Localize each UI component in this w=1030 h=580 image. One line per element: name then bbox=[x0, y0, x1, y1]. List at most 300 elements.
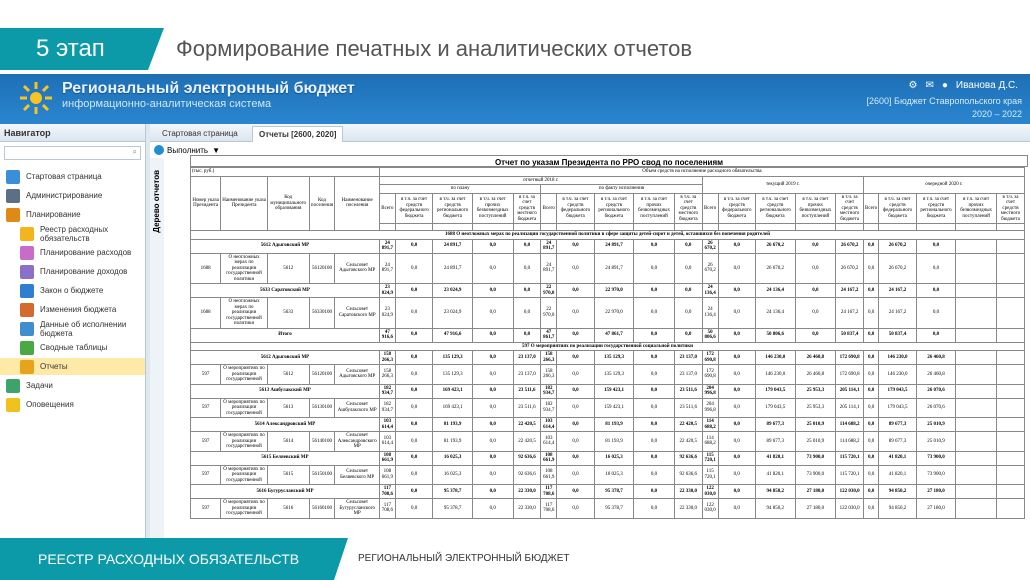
report-cell: Всего bbox=[702, 193, 718, 224]
report-cell: Сельсовет Саратовского МР bbox=[335, 298, 380, 329]
report-cell: 0,0 bbox=[916, 284, 955, 298]
report-cell: в т.ч. за счет прочих безвозмездных поступлений bbox=[795, 193, 836, 224]
stage-title: Формирование печатных и аналитических отчетов bbox=[176, 36, 693, 61]
report-cell: 16 025,3 bbox=[433, 451, 472, 465]
stage-bar bbox=[0, 0, 1030, 74]
nav-item-label: Планирование расходов bbox=[40, 248, 132, 257]
report-cell: 5633 bbox=[267, 298, 309, 329]
report-cell: 5612 bbox=[267, 253, 309, 284]
report-cell: 0,0 bbox=[795, 239, 836, 253]
report-cell: 25 953,3 bbox=[795, 384, 836, 398]
report-cell: 0,0 bbox=[395, 398, 433, 418]
report-cell: 0,0 bbox=[557, 328, 595, 342]
nav-item-icon bbox=[20, 246, 34, 260]
nav-item-label: Администрирование bbox=[26, 191, 103, 200]
nav-item[interactable] bbox=[0, 358, 145, 375]
report-cell: 89 677,3 bbox=[879, 418, 917, 432]
report-cell: 0,0 bbox=[513, 253, 541, 284]
report-cell: 205 114,1 bbox=[836, 384, 864, 398]
report-cell: 25 010,9 bbox=[795, 432, 836, 452]
report-title: Отчет по указам Президента по РРО свод по поселениям bbox=[190, 155, 1028, 167]
table-row bbox=[191, 451, 1025, 465]
report-cell: 103 614,4 bbox=[379, 418, 395, 432]
nav-item[interactable] bbox=[0, 377, 145, 394]
report-cell: 26 670,2 bbox=[879, 253, 917, 284]
report-cell bbox=[956, 224, 997, 231]
nav-item[interactable] bbox=[0, 282, 145, 299]
tab-bar bbox=[150, 124, 1030, 142]
gear-icon[interactable]: ⚙ bbox=[908, 80, 918, 91]
report-cell: 26 670,2 bbox=[756, 239, 795, 253]
report-cell: 0,0 bbox=[557, 365, 595, 385]
report-cell: (тыс. руб.) bbox=[191, 168, 380, 177]
report-cell: отчетный 2018 г. bbox=[379, 176, 702, 185]
report-cell: 5614 Александровский МР bbox=[191, 418, 380, 432]
report-cell: 0,0 bbox=[395, 365, 433, 385]
nav-item-label: Изменения бюджета bbox=[40, 305, 117, 314]
report-cell: 0,0 bbox=[634, 365, 675, 385]
report-cell: в т.ч. за счет средств местного бюджета bbox=[836, 193, 864, 224]
report-cell: О мероприятиях по реализации государственной bbox=[221, 365, 268, 385]
nav-item[interactable] bbox=[0, 301, 145, 318]
report-cell: 0,0 bbox=[634, 485, 675, 499]
report-cell: 26 070,6 bbox=[916, 384, 955, 398]
nav-item-icon bbox=[6, 398, 20, 412]
report-cell: 47 916,6 bbox=[379, 328, 395, 342]
report-cell: Сельсовет Александровского МР bbox=[335, 432, 380, 452]
report-cell: в т.ч. за счет средств регионального бюджета bbox=[433, 193, 472, 224]
report-cell: 0,0 bbox=[557, 239, 595, 253]
report-cell: 23 137,0 bbox=[513, 365, 541, 385]
table-row bbox=[191, 384, 1025, 398]
report-cell: 41 820,1 bbox=[879, 451, 917, 465]
report-cell: 22 330,0 bbox=[674, 499, 702, 519]
report-cell bbox=[956, 465, 997, 485]
report-cell: 0,0 bbox=[472, 485, 513, 499]
report-cell: 94 850,2 bbox=[879, 485, 917, 499]
tab-start-page[interactable]: Стартовая страница bbox=[162, 129, 238, 138]
report-cell bbox=[997, 298, 1025, 329]
report-cell: 0,0 bbox=[472, 398, 513, 418]
report-cell: 0,0 bbox=[557, 253, 595, 284]
report-cell: в т.ч. за счет средств местного бюджета bbox=[997, 193, 1025, 224]
report-cell bbox=[997, 451, 1025, 465]
report-cell: 27 180,0 bbox=[795, 485, 836, 499]
report-cell: 169 423,1 bbox=[433, 384, 472, 398]
report-cell: 56150100 bbox=[309, 465, 335, 485]
report-cell: 0,0 bbox=[864, 451, 879, 465]
report-cell: 0,0 bbox=[557, 351, 595, 365]
report-cell: 0,0 bbox=[395, 418, 433, 432]
report-cell bbox=[956, 398, 997, 418]
nav-item[interactable] bbox=[0, 187, 145, 204]
report-cell: 146 230,0 bbox=[879, 365, 917, 385]
nav-item[interactable] bbox=[0, 339, 145, 356]
mail-icon[interactable]: ✉ bbox=[925, 80, 934, 91]
report-cell: 114 688,2 bbox=[836, 432, 864, 452]
nav-item-icon bbox=[6, 189, 20, 203]
nav-item-label: Сводные таблицы bbox=[40, 343, 108, 352]
nav-item[interactable] bbox=[0, 244, 145, 261]
report-cell bbox=[594, 224, 633, 231]
report-cell: Всего bbox=[379, 193, 395, 224]
report-cell: 25 010,9 bbox=[916, 432, 955, 452]
report-cell bbox=[956, 451, 997, 465]
report-cell: 597 bbox=[191, 499, 221, 519]
report-tree-label: Дерево отчетов bbox=[152, 170, 161, 233]
report-cell: 122 030,0 bbox=[836, 499, 864, 519]
app-name: Региональный электронный бюджет bbox=[62, 80, 355, 97]
report-cell: 158 266,3 bbox=[541, 351, 557, 365]
report-cell: 0,0 bbox=[916, 253, 955, 284]
report-cell: 23 137,0 bbox=[513, 351, 541, 365]
report-cell: 115 720,1 bbox=[836, 465, 864, 485]
report-cell: 0,0 bbox=[718, 499, 756, 519]
report-cell: 597 bbox=[191, 365, 221, 385]
report-cell: Код поселения bbox=[309, 176, 335, 231]
report-cell: 95 378,7 bbox=[433, 485, 472, 499]
report-cell: 92 636,6 bbox=[674, 451, 702, 465]
report-cell: 117 708,6 bbox=[379, 485, 395, 499]
report-cell: 0,0 bbox=[864, 298, 879, 329]
report-cell: в т.ч. за счет средств федерального бюджета bbox=[557, 193, 595, 224]
report-cell: 103 614,4 bbox=[379, 432, 395, 452]
nav-item[interactable] bbox=[0, 225, 145, 242]
report-cell: 24 136,4 bbox=[702, 298, 718, 329]
report-cell: в т.ч. за счет средств федерального бюджета bbox=[879, 193, 917, 224]
user-icon[interactable]: ● bbox=[941, 80, 948, 91]
table-row bbox=[191, 284, 1025, 298]
report-cell: 5613 Ашбулакский МР bbox=[191, 384, 380, 398]
table-row bbox=[191, 499, 1025, 519]
report-cell bbox=[956, 384, 997, 398]
report-cell: 0,0 bbox=[395, 432, 433, 452]
report-cell: 26 670,2 bbox=[756, 253, 795, 284]
report-cell bbox=[956, 432, 997, 452]
report-cell: 5615 bbox=[267, 465, 309, 485]
report-cell: 26 670,2 bbox=[836, 239, 864, 253]
app-header bbox=[0, 74, 1030, 124]
report-cell: 204 996,8 bbox=[702, 384, 718, 398]
nav-item-icon bbox=[20, 360, 34, 374]
report-cell: 158 266,3 bbox=[379, 351, 395, 365]
report-cell bbox=[916, 224, 955, 231]
report-cell: 5612 Адыговский МР bbox=[191, 351, 380, 365]
nav-item[interactable] bbox=[0, 396, 145, 413]
report-cell: 81 193,9 bbox=[594, 418, 633, 432]
report-cell bbox=[997, 384, 1025, 398]
report-cell: 115 720,1 bbox=[702, 465, 718, 485]
report-cell bbox=[702, 224, 718, 231]
report-cell: 0,0 bbox=[864, 499, 879, 519]
report-cell: 0,0 bbox=[395, 239, 433, 253]
report-cell: 24 136,4 bbox=[756, 284, 795, 298]
report-cell: 5614 bbox=[267, 432, 309, 452]
search-icon: ⌕ bbox=[132, 147, 137, 156]
report-cell: 179 043,5 bbox=[756, 398, 795, 418]
table-row bbox=[191, 418, 1025, 432]
report-cell: 0,0 bbox=[395, 451, 433, 465]
report-cell: 73 900,0 bbox=[916, 451, 955, 465]
report-cell: 115 720,1 bbox=[836, 451, 864, 465]
report-cell: 108 661,9 bbox=[541, 465, 557, 485]
report-cell bbox=[956, 485, 997, 499]
report-cell bbox=[864, 224, 879, 231]
report-cell: Сельсовет Ашбулакского МР bbox=[335, 398, 380, 418]
nav-item-icon bbox=[6, 170, 20, 184]
nav-item[interactable] bbox=[0, 320, 145, 337]
report-cell: 0,0 bbox=[472, 451, 513, 465]
report-cell: 179 043,5 bbox=[756, 384, 795, 398]
report-cell: 0,0 bbox=[718, 432, 756, 452]
nav-item-label: Задачи bbox=[26, 381, 53, 390]
report-cell: 0,0 bbox=[472, 465, 513, 485]
report-cell: 0,0 bbox=[557, 384, 595, 398]
report-cell: 41 820,1 bbox=[756, 465, 795, 485]
report-cell: 0,0 bbox=[472, 284, 513, 298]
report-cell: 5612 Адыговский МР bbox=[191, 239, 380, 253]
report-cell: 23 024,9 bbox=[379, 284, 395, 298]
table-row bbox=[191, 398, 1025, 418]
report-area bbox=[190, 155, 1028, 538]
nav-item[interactable] bbox=[0, 168, 145, 185]
report-cell: 26 460,8 bbox=[795, 351, 836, 365]
report-cell: 22 420,5 bbox=[674, 418, 702, 432]
report-cell: 115 720,1 bbox=[702, 451, 718, 465]
report-cell: 0,0 bbox=[472, 384, 513, 398]
report-cell: 94 850,2 bbox=[756, 485, 795, 499]
report-cell: 26 670,2 bbox=[836, 253, 864, 284]
report-cell: 23 511,6 bbox=[513, 398, 541, 418]
report-cell: 0,0 bbox=[634, 499, 675, 519]
report-cell: 0,0 bbox=[557, 418, 595, 432]
report-cell bbox=[379, 224, 395, 231]
report-cell: Номер указа Президента bbox=[191, 176, 221, 231]
report-cell: 0,0 bbox=[395, 485, 433, 499]
nav-item-icon bbox=[20, 265, 34, 279]
table-row bbox=[191, 485, 1025, 499]
report-cell bbox=[997, 499, 1025, 519]
report-cell: 47 916,6 bbox=[433, 328, 472, 342]
report-cell: 81 193,9 bbox=[594, 432, 633, 452]
report-cell: 22 330,0 bbox=[513, 485, 541, 499]
report-cell: очередной 2020 г. bbox=[864, 176, 1025, 193]
report-cell: 0,0 bbox=[513, 284, 541, 298]
report-cell bbox=[557, 224, 595, 231]
tab-reports[interactable]: Отчеты [2600, 2020] bbox=[252, 126, 343, 142]
report-cell bbox=[756, 224, 795, 231]
nav-item-label: Оповещения bbox=[26, 400, 74, 409]
report-cell: 0,0 bbox=[557, 485, 595, 499]
report-cell bbox=[997, 239, 1025, 253]
report-cell: 26 460,8 bbox=[916, 365, 955, 385]
report-cell: 22 420,5 bbox=[674, 432, 702, 452]
nav-item-icon bbox=[20, 322, 34, 336]
table-row bbox=[191, 365, 1025, 385]
report-cell: в т.ч. за счет средств местного бюджета bbox=[513, 193, 541, 224]
navigator-panel bbox=[0, 124, 146, 538]
report-cell: 50 837,4 bbox=[879, 328, 917, 342]
report-cell: 0,0 bbox=[557, 284, 595, 298]
report-cell bbox=[997, 398, 1025, 418]
report-cell: 0,0 bbox=[513, 298, 541, 329]
report-cell: 1688 О неотложных мерах по реализации государственной политики в сфере защиты детей-сирот и детей, оставшихся без попечения родителей bbox=[191, 231, 1025, 240]
report-cell: 92 636,6 bbox=[674, 465, 702, 485]
report-cell: 122 030,0 bbox=[702, 499, 718, 519]
report-cell: 24 891,7 bbox=[541, 253, 557, 284]
report-cell: 5633 Саратовский МР bbox=[191, 284, 380, 298]
report-cell: 56140100 bbox=[309, 432, 335, 452]
report-cell: 27 180,0 bbox=[795, 499, 836, 519]
report-cell: 0,0 bbox=[674, 328, 702, 342]
report-cell: 158 266,3 bbox=[379, 365, 395, 385]
report-cell: 0,0 bbox=[864, 351, 879, 365]
report-cell: 0,0 bbox=[718, 298, 756, 329]
report-cell: 47 861,7 bbox=[594, 328, 633, 342]
report-cell: 24 891,7 bbox=[594, 239, 633, 253]
report-cell: 117 708,6 bbox=[541, 499, 557, 519]
budget-selector[interactable]: [2600] Бюджет Ставропольского края bbox=[866, 96, 1022, 106]
report-cell bbox=[836, 224, 864, 231]
report-cell: 146 230,0 bbox=[756, 365, 795, 385]
report-cell: 26 460,8 bbox=[916, 351, 955, 365]
report-cell bbox=[718, 224, 756, 231]
report-cell: в т.ч. за счет средств регионального бюджета bbox=[756, 193, 795, 224]
play-icon[interactable] bbox=[154, 145, 164, 155]
report-cell bbox=[997, 328, 1025, 342]
report-cell: 50 806,6 bbox=[702, 328, 718, 342]
report-cell: 122 030,0 bbox=[702, 485, 718, 499]
report-cell: 146 230,0 bbox=[879, 351, 917, 365]
table-row bbox=[191, 328, 1025, 342]
table-row bbox=[191, 253, 1025, 284]
report-cell: 114 688,2 bbox=[702, 432, 718, 452]
table-row bbox=[191, 176, 1025, 185]
report-cell: 0,0 bbox=[864, 465, 879, 485]
report-cell: 597 bbox=[191, 398, 221, 418]
nav-item[interactable] bbox=[0, 263, 145, 280]
report-cell bbox=[879, 224, 917, 231]
report-cell: 108 661,9 bbox=[379, 451, 395, 465]
report-cell: 26 670,2 bbox=[702, 239, 718, 253]
report-cell bbox=[956, 298, 997, 329]
run-button[interactable]: Выполнить bbox=[167, 145, 209, 155]
report-cell bbox=[795, 224, 836, 231]
chevron-down-icon[interactable]: ▼ bbox=[212, 145, 220, 155]
report-cell: Наименование поселения bbox=[335, 176, 380, 231]
report-cell: в т.ч. за счет средств федерального бюджета bbox=[718, 193, 756, 224]
report-cell: 0,0 bbox=[472, 298, 513, 329]
report-cell: 172 690,8 bbox=[702, 351, 718, 365]
report-cell: 23 137,0 bbox=[674, 351, 702, 365]
report-cell bbox=[997, 485, 1025, 499]
user-name[interactable]: Иванова Д.С. bbox=[955, 80, 1018, 91]
report-cell: 23 024,9 bbox=[379, 298, 395, 329]
report-cell: 0,0 bbox=[795, 284, 836, 298]
report-cell: 179 043,5 bbox=[879, 384, 917, 398]
report-cell: 169 423,1 bbox=[433, 398, 472, 418]
report-cell: 0,0 bbox=[395, 284, 433, 298]
report-cell: 95 378,7 bbox=[594, 499, 633, 519]
report-cell: 0,0 bbox=[864, 485, 879, 499]
report-cell: 0,0 bbox=[795, 298, 836, 329]
report-cell: 26 670,2 bbox=[879, 239, 917, 253]
report-cell: 5616 Бугурусланский МР bbox=[191, 485, 380, 499]
navigator-search[interactable] bbox=[4, 146, 141, 160]
report-cell: 56120100 bbox=[309, 365, 335, 385]
report-cell: 0,0 bbox=[674, 239, 702, 253]
report-cell: 0,0 bbox=[864, 328, 879, 342]
report-cell: 24 891,7 bbox=[433, 253, 472, 284]
report-cell: 26 460,8 bbox=[795, 365, 836, 385]
report-cell bbox=[634, 224, 675, 231]
report-cell: О неотложных мерах по реализации государственной политики bbox=[221, 298, 268, 329]
report-cell: 0,0 bbox=[557, 432, 595, 452]
report-cell: 23 511,6 bbox=[674, 398, 702, 418]
report-cell: 597 bbox=[191, 432, 221, 452]
report-cell: 108 661,9 bbox=[541, 451, 557, 465]
report-cell: 24 891,7 bbox=[541, 239, 557, 253]
report-cell: 24 167,2 bbox=[879, 298, 917, 329]
report-cell: 95 378,7 bbox=[433, 499, 472, 519]
nav-item-label: Планирование bbox=[26, 210, 81, 219]
report-cell: 172 690,8 bbox=[836, 365, 864, 385]
report-cell bbox=[997, 365, 1025, 385]
report-cell: 0,0 bbox=[634, 432, 675, 452]
nav-item[interactable] bbox=[0, 206, 145, 223]
report-table bbox=[190, 167, 1025, 519]
table-row bbox=[191, 342, 1025, 351]
footer bbox=[0, 538, 1030, 580]
report-cell: 24 167,2 bbox=[836, 298, 864, 329]
report-cell: 95 378,7 bbox=[594, 485, 633, 499]
report-cell: 182 934,7 bbox=[541, 384, 557, 398]
report-cell: 146 230,0 bbox=[756, 351, 795, 365]
report-cell: 108 661,9 bbox=[379, 465, 395, 485]
footer-badge: РЕЕСТР РАСХОДНЫХ ОБЯЗАТЕЛЬСТВ bbox=[0, 538, 334, 580]
period-selector[interactable]: 2020 – 2022 bbox=[971, 109, 1022, 119]
report-cell: 22 970,0 bbox=[594, 284, 633, 298]
report-cell: 22 970,0 bbox=[594, 298, 633, 329]
report-cell: 182 934,7 bbox=[541, 398, 557, 418]
report-cell: 24 136,4 bbox=[756, 298, 795, 329]
report-cell: Всего bbox=[541, 193, 557, 224]
nav-item-label: Закон о бюджете bbox=[40, 286, 104, 295]
report-cell: Всего bbox=[864, 193, 879, 224]
report-cell: 25 953,3 bbox=[795, 398, 836, 418]
report-cell bbox=[997, 284, 1025, 298]
report-cell: 114 688,2 bbox=[836, 418, 864, 432]
report-cell: 0,0 bbox=[634, 284, 675, 298]
report-cell: 103 614,4 bbox=[541, 418, 557, 432]
report-cell: 204 996,8 bbox=[702, 398, 718, 418]
report-cell: 0,0 bbox=[395, 328, 433, 342]
report-cell: 0,0 bbox=[634, 239, 675, 253]
report-cell: 0,0 bbox=[472, 418, 513, 432]
report-cell: 89 677,3 bbox=[756, 432, 795, 452]
report-cell: 0,0 bbox=[472, 365, 513, 385]
report-cell bbox=[956, 418, 997, 432]
report-cell: Код муниципального образования bbox=[267, 176, 309, 231]
report-cell: 0,0 bbox=[864, 365, 879, 385]
report-cell: 56130100 bbox=[309, 398, 335, 418]
report-cell bbox=[997, 418, 1025, 432]
report-cell: 22 970,0 bbox=[541, 298, 557, 329]
report-cell: 159 423,1 bbox=[594, 384, 633, 398]
report-cell bbox=[472, 224, 513, 231]
report-cell: 0,0 bbox=[718, 465, 756, 485]
navigator-list bbox=[0, 168, 145, 413]
